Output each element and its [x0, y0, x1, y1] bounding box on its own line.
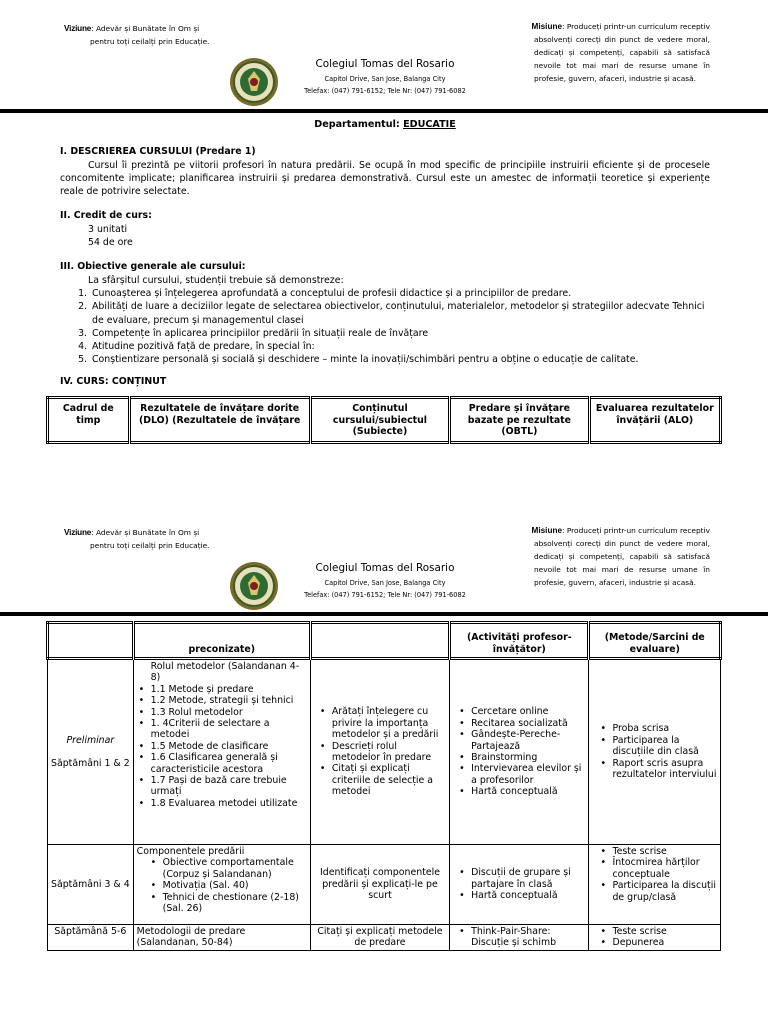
obtl-list	[453, 867, 585, 901]
dlo-list	[137, 857, 307, 914]
cell-obtl	[450, 925, 589, 951]
list-item: • Participarea la discuțiile din clasă	[598, 735, 717, 758]
list-item: • 1.8 Evaluarea metodei utilizate	[137, 798, 307, 809]
cell-timeframe: Săptămână 5-6	[48, 925, 134, 951]
cell-dlo	[133, 845, 310, 925]
vision-line1: : Adevăr și Bunătate în Om și	[91, 24, 200, 33]
credit-hours: 54 de ore	[88, 237, 133, 249]
mission-first: : Produceți printr-un curriculum receptiv	[562, 526, 710, 535]
cell-content: Identificați componentele predării și explicați-le pe scurt	[310, 845, 449, 925]
cell-content	[310, 659, 449, 845]
alo-list	[592, 846, 717, 903]
objectives-list	[78, 287, 710, 367]
objectives-intro: La sfârșitul cursului, studenții trebuie să demonstreze:	[88, 274, 344, 286]
cell-dlo	[133, 659, 310, 845]
college-seal-logo	[229, 57, 279, 107]
cell-alo	[589, 659, 721, 845]
vision-label: Viziune	[64, 24, 92, 33]
mission-body: absolvenți corecți din punct de vedere moral, dedicați și competenți, capabili să satisfacă nevoile tot mai mari de resurse umane în profesie, guvern, afaceri, industrie și acasă.	[534, 35, 710, 83]
list-item: • 1. 4Criterii de selectare a metodei	[137, 718, 307, 741]
credit-units: 3 unitati	[88, 223, 128, 235]
list-item: • 1.5 Metode de clasificare	[137, 741, 307, 752]
cell-dlo: Metodologii de predare (Salandanan, 50-84)	[133, 925, 310, 951]
objective-item: 4. Atitudine pozitivă față de predare, în special în:	[90, 340, 710, 353]
list-item: • Depunerea	[598, 937, 717, 948]
col-obtl-cont: (Activități profesor-învățător)	[450, 623, 589, 659]
list-item: • Motivația (Sal. 40)	[137, 880, 307, 891]
college-address: Capitol Drive, San Jose, Balanga City	[324, 579, 446, 587]
objective-item: 5. Conștientizare personală și socială și deschidere – minte la inovații/schimbări pentru a obține o educație de calitate.	[90, 353, 710, 366]
section-description-title: I. DESCRIEREA CURSULUI (Predare 1)	[60, 146, 256, 158]
objective-item: 1. Cunoașterea și înțelegerea aprofundată a conceptului de profesii didactice și a principiilor de predare.	[90, 287, 710, 300]
list-item: • Gândește-Pereche-Partajează	[457, 729, 585, 752]
objective-item: 2. Abilități de luare a deciziilor legate de selectarea obiectivelor, conținutului, materialelor, metodelor și strategiilor adecvate Tehnici de evaluare, precum și managementul clasei	[90, 300, 710, 327]
header-divider	[0, 109, 768, 113]
list-item: • Descrieți rolul metodelor în predare	[318, 741, 446, 764]
obtl-list	[453, 926, 585, 949]
mission-statement	[500, 20, 710, 85]
header-divider	[0, 612, 768, 616]
col-dlo: Rezultatele de învățare dorite (DLO) (Rezultatele de învățare	[129, 398, 310, 443]
alo-list	[592, 926, 717, 949]
college-address: Capitol Drive, San Jose, Balanga City	[324, 75, 446, 83]
section-content-title: IV. CURS: CONȚINUT	[60, 375, 167, 387]
cell-obtl	[450, 659, 589, 845]
cell-obtl	[450, 845, 589, 925]
college-seal-logo	[229, 561, 279, 611]
list-item: • Recitarea socializată	[457, 718, 585, 729]
course-content-table-header	[46, 396, 722, 444]
list-item: • Discuții de grupare și partajare în clasă	[457, 867, 585, 890]
list-item: • Raport scris asupra rezultatelor interviului	[598, 758, 717, 781]
list-item: • Proba scrisa	[598, 723, 717, 734]
list-item: • Hartă conceptuală	[457, 786, 585, 797]
list-item: • Întocmirea hărților conceptuale	[598, 857, 717, 880]
dlo-intro: Componentele predării	[136, 846, 245, 857]
col-dlo-cont: preconizate)	[133, 623, 310, 659]
table-row	[48, 845, 721, 925]
college-info	[290, 57, 480, 97]
col-obtl: Predare și învățare bazate pe rezultate (OBTL)	[450, 398, 589, 443]
col-content: Conținutul cursului/subiectul (Subiecte)	[310, 398, 450, 443]
vision-line2: pentru toți ceilalți prin Educație.	[90, 37, 210, 46]
mission-label: Misiune	[531, 526, 562, 535]
list-item: • 1.7 Pași de bază care trebuie urmați	[137, 775, 307, 798]
objective-item: 3. Competențe în aplicarea principiilor predării în situații reale de învățare	[90, 327, 710, 340]
college-telephone: Telefax: (047) 791-6152; Tele Nr: (047) 791-6082	[304, 87, 466, 95]
section-credit-title: II. Credit de curs:	[60, 210, 152, 222]
list-item: • 1.6 Clasificarea generală și caracteristicile acestora	[137, 752, 307, 775]
list-item: • Teste scrise	[598, 846, 717, 857]
vision-line2: pentru toți ceilalți prin Educație.	[90, 541, 210, 550]
cell-alo	[589, 845, 721, 925]
cell-content: Citați și explicați metodele de predare	[310, 925, 449, 951]
college-telephone: Telefax: (047) 791-6152; Tele Nr: (047) 791-6082	[304, 591, 466, 599]
vision-label: Viziune	[64, 528, 92, 537]
list-item: • Tehnici de chestionare (2-18) (Sal. 26)	[137, 892, 307, 915]
department-label: Departamentul:	[314, 119, 404, 130]
vision-statement	[64, 526, 264, 552]
syllabus-content	[60, 118, 710, 388]
section-description-text: Cursul îi prezintă pe viitorii profesori în natura predării. Se ocupă în mod specific de principiile instruirii eficiente și de procesele concomitente implicate; planificarea instruirii și predarea demonstrativă. Cursul este un amestec de informații teoretice și experiențe reale de potrivire selectate.	[60, 159, 710, 198]
list-item: • Teste scrise	[598, 926, 717, 937]
alo-list	[592, 723, 717, 780]
mission-first: : Produceți printr-un curriculum receptiv	[562, 22, 710, 31]
list-item: • 1.3 Rolul metodelor	[137, 707, 307, 718]
col-content-cont	[310, 623, 449, 659]
list-item: • Hartă conceptuală	[457, 890, 585, 901]
dlo-list	[137, 684, 307, 809]
list-item: • Intervievarea elevilor și a profesorilor	[457, 763, 585, 786]
list-item: • Participarea la discuții de grup/clasă	[598, 880, 717, 903]
department-heading	[60, 118, 710, 131]
page-header-2	[0, 526, 768, 616]
term-label: Preliminar	[66, 734, 115, 746]
mission-body: absolvenți corecți din punct de vedere moral, dedicați și competenți, capabili să satisfacă nevoile tot mai mari de resurse umane în profesie, guvern, afaceri, industrie și acasă.	[534, 539, 710, 587]
mission-label: Misiune	[531, 22, 562, 31]
list-item: • 1.1 Metode și predare	[137, 684, 307, 695]
page-header	[0, 22, 768, 112]
college-name: Colegiul Tomas del Rosario	[315, 58, 455, 70]
list-item: • Cercetare online	[457, 706, 585, 717]
cell-timeframe	[48, 659, 134, 845]
weeks-label: Săptămâni 1 & 2	[51, 758, 130, 769]
table-row	[48, 659, 721, 845]
list-item: • Obiective comportamentale (Corpuz și Salandanan)	[137, 857, 307, 880]
list-item: • Citați și explicați criteriile de selecție a metodei	[318, 763, 446, 797]
list-item: • Arătați înțelegere cu privire la importanța metodelor și a predării	[318, 706, 446, 740]
list-item: • Think-Pair-Share: Discuție și schimb	[457, 926, 585, 949]
list-item: • Brainstorming	[457, 752, 585, 763]
col-alo: Evaluarea rezultatelor învățării (ALO)	[589, 398, 720, 443]
obtl-list	[453, 706, 585, 797]
college-name: Colegiul Tomas del Rosario	[315, 562, 455, 574]
col-timeframe-cont	[48, 623, 134, 659]
col-alo-cont: (Metode/Sarcini de evaluare)	[589, 623, 721, 659]
dlo-intro: Rolul metodelor (Salandanan 4-8)	[150, 661, 300, 684]
cell-alo	[589, 925, 721, 951]
table-row	[48, 925, 721, 951]
cell-timeframe: Săptămâni 3 & 4	[48, 845, 134, 925]
vision-statement	[64, 22, 264, 48]
list-item: • 1.2 Metode, strategii și tehnici	[137, 695, 307, 706]
department-name: EDUCATIE	[403, 119, 456, 130]
col-timeframe: Cadrul de timp	[62, 403, 114, 426]
mission-statement	[500, 524, 710, 589]
course-content-table	[46, 621, 722, 951]
vision-line1: : Adevăr și Bunătate în Om și	[91, 528, 200, 537]
college-info	[290, 561, 480, 601]
content-list	[314, 706, 446, 797]
section-objectives-title: III. Obiective generale ale cursului:	[60, 261, 246, 273]
